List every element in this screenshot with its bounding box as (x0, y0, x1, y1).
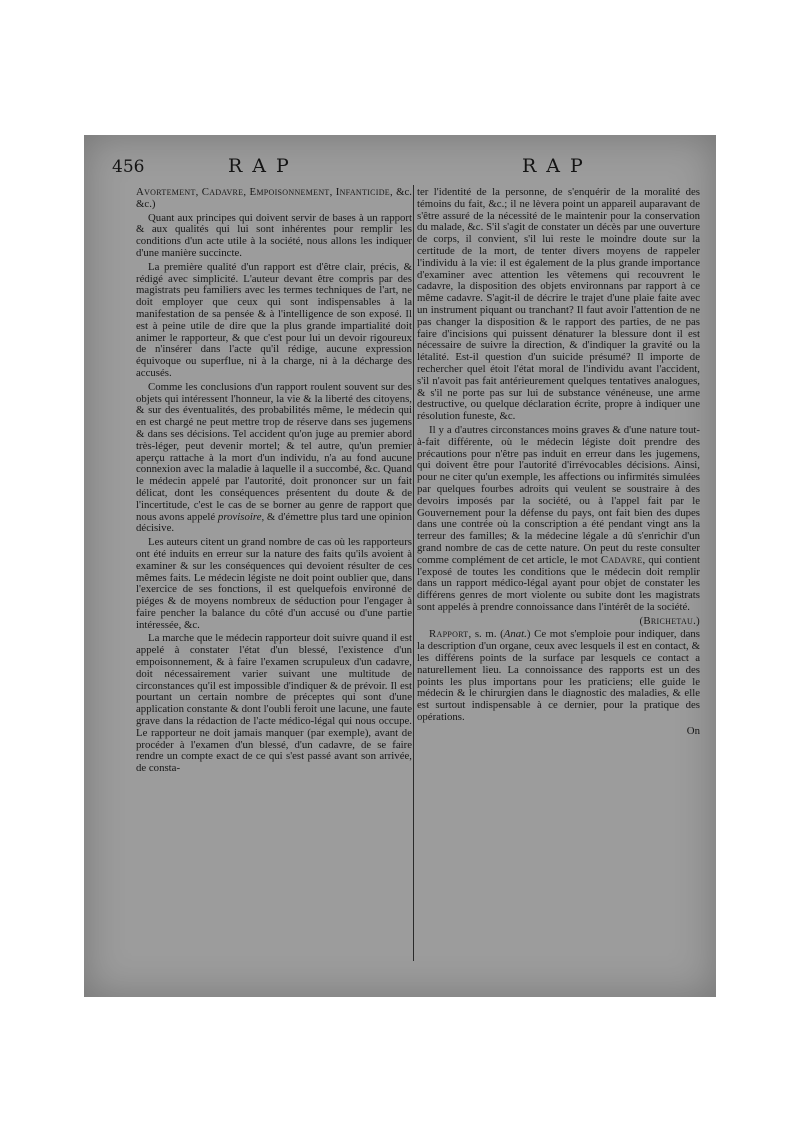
paragraph: La marche que le médecin rapporteur doit suivre quand il est appelé à constater l'état d'un blessé, l'existence d'un empoisonnement, & à faire l'examen scrupuleux d'un cadavre, doit nécessairement varier suivant une multitude de circonstances qu'il est impossible d'indiquer & de prévoir. Il est pourtant un certain nombre de préceptes qui sont d'une application constante & dont l'oubli feroit une lacune, une faute grave dans la rédaction de l'acte médico-légal qui nous occupe. Le rapporteur ne doit jamais manquer (par exemple), avant de procéder à l'examen d'un blessé, d'un cadavre, de se faire rendre un compte exact de ce qui s'est passé avant son arrivée, de consta- (136, 632, 412, 775)
paragraph: Quant aux principes qui doivent servir de bases à un rapport & aux qualités qui lui sont inhérentes pour remplir les conditions d'un acte utile à la société, nous allons les indiquer d'une manière succincte. (136, 211, 412, 259)
paragraph-text: , qui contient l'exposé de toutes les conditions que le médecin doit remplir dans un rapport médico-légal ayant pour objet de constater les différens genres de mort violente ou subite dont les magistrats sont appelés à prendre connoissance dans l'intérêt de la société. (417, 553, 700, 613)
dictionary-entry (417, 629, 700, 723)
cross-reference-line: Avortement, Cadavre, Empoisonnement, Infanticide, &c. &c.) (136, 186, 412, 210)
paragraph-text: Il y a d'autres circonstances moins graves & d'une nature tout-à-fait différente, où le médecin légiste doit prendre des précautions pour n'être pas induit en erreur dans les jugemens, qui doivent être pour l'autorité d'irrévocables décisions. Ainsi, pour ne citer qu'un exemple, les affections ou infirmités simulées par quelques fourbes adroits qui veulent se soustraire à des devoirs imposés par la société, ou à l'appel fait par le Gouvernement pour la défense du pays, ont fait bien des dupes dans une contrée où la conscription a été pendant vingt ans la terreur des familles; & la médecine légale a dû s'enrichir d'un grand nombre de cas de cette nature. On peut du reste consulter comme complément de cet article, le mot (417, 423, 700, 566)
right-column (417, 187, 700, 740)
xref-infanticide[interactable]: Infanticide (335, 186, 390, 198)
xref-etc: &c. &c.) (136, 186, 412, 210)
paragraph (417, 425, 700, 614)
scanned-page (84, 135, 716, 997)
xref-cadavre[interactable]: Cadavre (600, 553, 643, 566)
entry-grammar: , s. m. ( (468, 628, 504, 641)
running-head-right: RAP (522, 155, 593, 177)
paragraph: Les auteurs citent un grand nombre de cas où les rapporteurs ont été induits en erreur sur la nature des faits qu'ils avoient à examiner & sur les conséquences qui devoient résulter de ces mêmes faits. Le médecin légiste ne doit point oublier que, dans l'exercice de ses fonctions, il est quelquefois environné de piéges & de moyens nombreux de séduction pour l'engager à faire pencher la balance du côté d'un accusé ou d'une partie intéressée, &c. (136, 536, 412, 631)
paragraph-text: Comme les conclusions d'un rapport roulent souvent sur des objets qui intéressent l'honneur, la vie & la liberté des citoyens, & sur des éventualités, des probabilités même, le médecin qui en est chargé ne peut mettre trop de réserve dans ses jugemens & dans ses décisions. Tel accident qu'on juge au premier abord très-léger, peut devenir mortel; & tel autre, qu'un premier aperçu rattache à la mort d'un individu, n'a au fond aucune connexion avec la maladie à laquelle il a succombé, &c. Quand le médecin appelé par l'autorité, doit prononcer sur un fait délicat, dont les conséquences présentent du doute & de l'incertitude, c'est le cas de se borner au genre de rapport que nous avons appelé (136, 380, 412, 523)
column-divider (413, 185, 414, 961)
paragraph (136, 382, 412, 535)
paragraph: ter l'identité de la personne, de s'enquérir de la moralité des témoins du fait, &c.; il ne lèvera point un appareil auparavant de s'être assuré de la nécessité de le maintenir pour la conservation du malade, &c. S'il s'agit de constater un décès par une ouverture de corps, il convient, s'il lui reste le moindre doute sur la certitude de la mort, de tenter divers moyens de rappeler l'individu à la vie: il est également de la plus grande importance d'examiner avec attention les vêtemens qui recouvrent le cadavre, la disposition des objets environnans par rapport à ce même cadavre. S'agit-il de décrire le trajet d'une plaie faite avec un instrument piquant ou tranchant? Il faut avoir l'attention de ne pas changer la disposition & le rapport des parties, de ne pas faire d'incisions qui puissent dénaturer la blessure dont il est nécessaire de suivre la direction, & d'indiquer la gravité ou la létalité. Est-il question d'un suicide présumé? Il importe de rechercher quel étoit l'état moral de l'individu avant l'accident, s'il n'avoit pas fait antérieurement quelques tentatives analogues, & s'il ne porte pas sur lui de substance vénéneuse, une arme destructive, ou quelque déclaration écrite, propre à indiquer une résolution funeste, &c. (417, 186, 700, 423)
paragraph: La première qualité d'un rapport est d'être clair, précis, & rédigé avec simplicité. L'auteur devant être compris par des magistrats peu familiers avec les termes techniques de l'art, ne doit employer que ceux qui sont indispensables à la manifestation de sa pensée & à l'intelligence de son exposé. Il est à peine utile de dire que la plus grande impartialité doit animer le rapporteur, & que c'est pour lui un devoir rigoureux de n'insérer dans l'acte qu'il rédige, aucune expression équivoque ou superflue, ni à la charge, ni à la décharge des accusés. (136, 260, 412, 379)
entry-domain: Anat. (503, 628, 527, 641)
entry-headword: Rapport (429, 628, 469, 641)
paragraph-text: , & d'émettre plus tard une opinion décisive. (136, 510, 412, 535)
author-signature: (Brichetau.) (639, 614, 700, 627)
xref-cadavre[interactable]: Cadavre (201, 186, 244, 198)
running-head-left: RAP (228, 155, 299, 177)
page-number: 456 (112, 157, 145, 177)
xref-avortement[interactable]: Avortement (136, 186, 196, 198)
xref-empoisonnement[interactable]: Empoisonnement (249, 186, 330, 198)
catchword: On (686, 724, 700, 737)
left-column (136, 187, 412, 777)
entry-text: ) Ce mot s'emploie pour indiquer, dans la description d'un organe, ceux avec lesquels il est en contact, & les différens points de la surface par lesquels ce contact a naturellement lieu. La connoissance des rapports est un des points les plus importans pour les praticiens; elle guide le médecin & le chirurgien dans le diagnostic des maladies, & elle est surtout indispensable à ce dernier, pour la pratique des opérations. (417, 628, 700, 724)
emphasis-provisoire: provisoire (217, 510, 262, 523)
